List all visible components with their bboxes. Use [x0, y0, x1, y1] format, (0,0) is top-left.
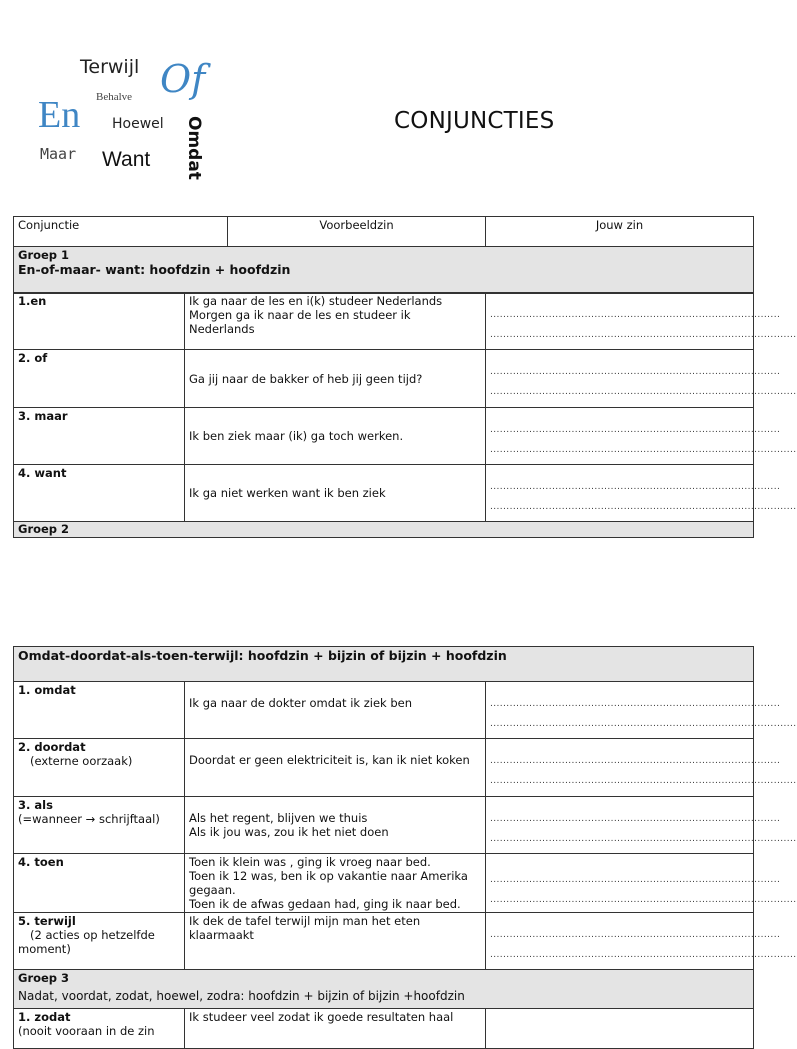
answer-line[interactable]: .........................................................................................	[490, 310, 781, 320]
table-row	[14, 465, 754, 522]
example-cell	[185, 1009, 486, 1049]
conj-label: 1. omdat	[18, 683, 76, 697]
table-row	[14, 350, 754, 408]
example-cell	[185, 797, 486, 854]
wordcloud-want: Want	[102, 148, 151, 171]
conj-note: (2 acties op hetzelfde	[30, 928, 155, 942]
group-2-label: Groep 2	[14, 522, 754, 538]
example-line: klaarmaakt	[189, 928, 254, 942]
conj-note: moment)	[18, 942, 71, 956]
example-cell	[185, 854, 486, 913]
answer-line[interactable]: .........................................................................................	[490, 814, 781, 824]
group-3-cell	[14, 970, 754, 1009]
table-row	[14, 854, 754, 913]
group-3-rule: Nadat, voordat, zodat, hoewel, zodra: hoofdzin + bijzin of bijzin +hoofdzin	[18, 989, 465, 1003]
example-cell	[185, 913, 486, 970]
conj-label: 2. doordat	[18, 740, 86, 754]
group-2-rule-cell	[14, 647, 754, 682]
group-2-table	[13, 646, 797, 1049]
example-cell	[185, 408, 486, 465]
table-row	[14, 408, 754, 465]
example-line: Doordat er geen elektriciteit is, kan ik niet koken	[189, 753, 470, 767]
conj-note: (=wanneer → schrijftaal)	[18, 812, 160, 826]
example-line: Ik studeer veel zodat ik goede resultaten haal	[189, 1010, 454, 1024]
group-1-row	[14, 247, 754, 294]
header-conjunctie: Conjunctie	[14, 217, 228, 247]
conj-cell	[14, 1009, 185, 1049]
example-line: Ik ga naar de les en i(k) studeer Nederlands	[189, 294, 443, 308]
wordcloud-omdat: Omdat	[184, 116, 204, 180]
answer-cell[interactable]	[486, 739, 797, 797]
example-cell	[185, 739, 486, 797]
example-line: Ik dek de tafel terwijl mijn man het eten	[189, 914, 421, 928]
table-row	[14, 682, 754, 739]
conj-note: (externe oorzaak)	[30, 754, 133, 768]
answer-line[interactable]: ..............................................................................................	[490, 719, 797, 729]
group-3-row	[14, 970, 754, 1009]
wordcloud-behalve: Behalve	[96, 91, 133, 103]
conj-cell	[14, 797, 185, 854]
group-3-label: Groep 3	[18, 971, 70, 985]
conj-cell	[14, 854, 185, 913]
answer-line[interactable]: .........................................................................................	[490, 425, 781, 435]
conj-cell: 4. want	[14, 465, 185, 522]
example-line: Toen ik 12 was, ben ik op vakantie naar Amerika	[189, 869, 468, 883]
table-row	[14, 797, 754, 854]
group-1-table	[13, 292, 797, 538]
answer-line[interactable]: ..............................................................................................	[490, 834, 797, 844]
example-line: Nederlands	[189, 322, 255, 336]
answer-line[interactable]: ..............................................................................................	[490, 895, 797, 905]
example-cell	[185, 465, 486, 522]
conj-label: 4. toen	[18, 855, 64, 869]
answer-line[interactable]: .........................................................................................	[490, 756, 781, 766]
conj-cell: 1.en	[14, 293, 185, 350]
header-row	[14, 217, 754, 247]
header-jouw-zin: Jouw zin	[486, 217, 754, 247]
example-line: Toen ik de afwas gedaan had, ging ik naar bed.	[189, 897, 461, 911]
example-line: Ik ga niet werken want ik ben ziek	[189, 486, 386, 500]
conj-cell	[14, 739, 185, 797]
answer-line[interactable]: ..............................................................................................	[490, 776, 797, 786]
answer-cell[interactable]	[486, 682, 797, 739]
example-line: Ga jij naar de bakker of heb jij geen tijd?	[189, 371, 423, 386]
conj-cell	[14, 682, 185, 739]
answer-cell[interactable]	[486, 408, 797, 465]
wordcloud-en: En	[38, 94, 81, 136]
group-2-label-row	[14, 522, 754, 538]
answer-cell[interactable]	[486, 350, 797, 408]
table-row	[14, 293, 754, 350]
example-line: Ik ga naar de dokter omdat ik ziek ben	[189, 696, 413, 710]
example-line: Toen ik klein was , ging ik vroeg naar bed.	[189, 855, 431, 869]
conj-label: 3. als	[18, 798, 53, 812]
table-row	[14, 739, 754, 797]
page-title: CONJUNCTIES	[394, 108, 555, 134]
example-cell	[185, 350, 486, 408]
wordcloud-terwijl: Terwijl	[80, 56, 140, 78]
table-row	[14, 913, 754, 970]
example-line: Als ik jou was, zou ik het niet doen	[189, 825, 389, 839]
answer-line[interactable]: ..............................................................................................	[490, 502, 797, 512]
conj-cell	[14, 913, 185, 970]
answer-cell[interactable]	[486, 913, 797, 970]
answer-cell[interactable]	[486, 293, 797, 350]
answer-line[interactable]: ..............................................................................................	[490, 330, 797, 340]
group-2-rule-row	[14, 647, 754, 682]
conj-cell: 3. maar	[14, 408, 185, 465]
answer-line[interactable]: .........................................................................................	[490, 367, 781, 377]
answer-line[interactable]: ..............................................................................................	[490, 387, 797, 397]
answer-line[interactable]: ..............................................................................................	[490, 950, 797, 960]
answer-line[interactable]: ..............................................................................................	[490, 445, 797, 455]
conj-note: (nooit vooraan in de zin	[18, 1024, 155, 1038]
answer-line[interactable]: .........................................................................................	[490, 699, 781, 709]
answer-line[interactable]: .........................................................................................	[490, 482, 781, 492]
group-1-label: Groep 1	[18, 248, 70, 262]
answer-line[interactable]: .........................................................................................	[490, 875, 781, 885]
answer-cell[interactable]	[486, 465, 797, 522]
example-cell	[185, 682, 486, 739]
worksheet-table-1	[13, 216, 754, 294]
example-cell	[185, 293, 486, 350]
answer-line[interactable]: .........................................................................................	[490, 930, 781, 940]
wordcloud-hoewel: Hoewel	[112, 116, 164, 132]
example-line: Morgen ga ik naar de les en studeer ik	[189, 308, 411, 322]
conj-cell: 2. of	[14, 350, 185, 408]
answer-cell[interactable]	[486, 797, 797, 854]
group-2-rule: Omdat-doordat-als-toen-terwijl: hoofdzin + bijzin of bijzin + hoofdzin	[18, 648, 507, 663]
group-1-rule: En-of-maar- want: hoofdzin + hoofdzin	[18, 262, 291, 277]
answer-cell[interactable]	[486, 854, 797, 913]
table-row	[14, 1009, 754, 1049]
answer-cell[interactable]	[486, 1009, 754, 1049]
conj-label: 1. zodat	[18, 1010, 71, 1024]
example-line: gegaan.	[189, 883, 236, 897]
conj-label: 5. terwijl	[18, 914, 76, 928]
wordcloud-maar: Maar	[40, 145, 77, 163]
example-line: Als het regent, blijven we thuis	[189, 811, 368, 825]
wordcloud-of: Of	[160, 57, 206, 101]
example-line: Ik ben ziek maar (ik) ga toch werken.	[189, 429, 404, 443]
header-voorbeeldzin: Voorbeeldzin	[228, 217, 486, 247]
group-1-cell	[14, 247, 754, 294]
